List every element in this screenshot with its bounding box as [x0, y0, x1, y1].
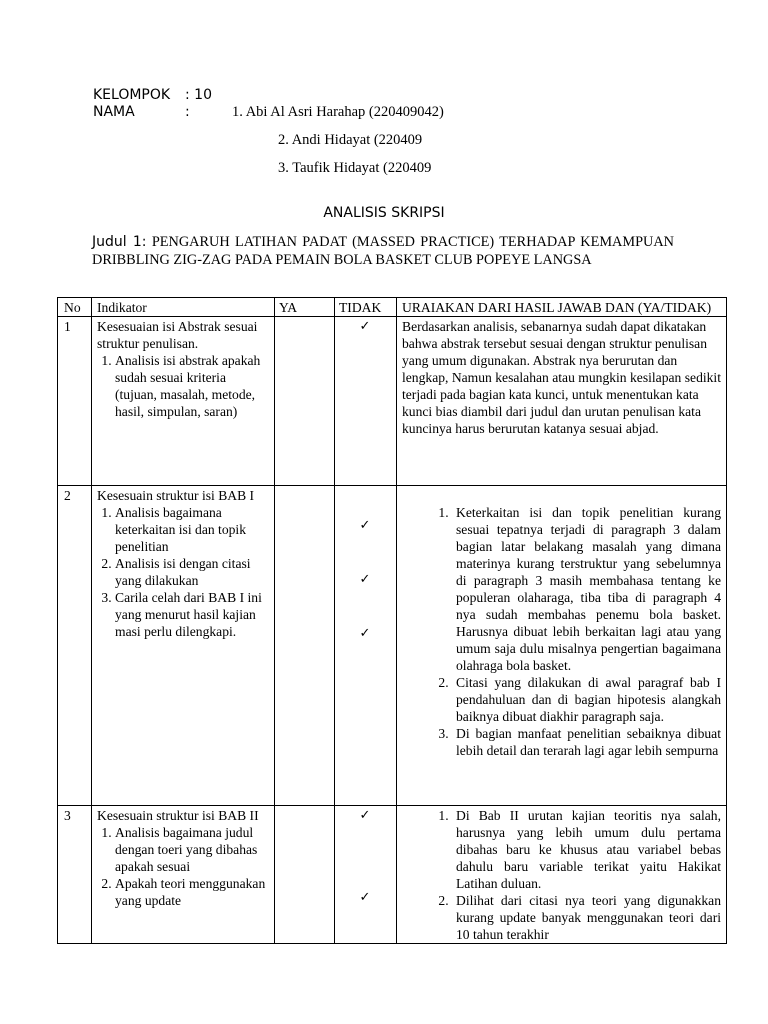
- indikator-item: 1. Analisis isi abstrak apakah sudah sesuai kriteria (tujuan, masalah, metode, hasil, simpulan, saran): [115, 352, 269, 420]
- uraian-item: 1. Di Bab II urutan kajian teoritis nya salah, harusnya yang lebih umum dulu pertama dibahas baru ke khusus atau variabel bebas dahulu baru variable terikat yaitu Hakikat Latihan duluan.: [452, 807, 721, 892]
- indikator-item: 3. Carila celah dari BAB I ini yang menurut hasil kajian masi perlu dilengkapi.: [115, 589, 269, 640]
- table-row: [58, 486, 727, 806]
- ya-cell: [275, 486, 335, 806]
- nama-colon: :: [185, 104, 190, 120]
- indikator-cell: [92, 317, 275, 486]
- header-indikator: Indikator: [92, 298, 275, 317]
- uraian-cell: [397, 486, 727, 806]
- member-3: 3. Taufik Hidayat (220409: [278, 160, 432, 176]
- tidak-cell: [335, 486, 397, 806]
- table-row: [58, 806, 727, 944]
- check-mark-icon: ✓: [359, 518, 371, 533]
- member-1: 1. Abi Al Asri Harahap (220409042): [232, 104, 444, 120]
- uraian-list: [402, 504, 721, 759]
- analysis-table: [57, 297, 727, 944]
- document-title: ANALISIS SKRIPSI: [323, 205, 445, 221]
- judul-label: Judul 1:: [92, 234, 147, 250]
- indikator-cell: [92, 806, 275, 944]
- nama-label: NAMA: [93, 104, 135, 120]
- uraian-item: 3. Di bagian manfaat penelitian sebaiknya dibuat lebih detail dan terarah lagi agar lebih sempurna: [452, 725, 721, 759]
- header-tidak: TIDAK: [335, 298, 397, 317]
- indikator-list: [97, 504, 269, 640]
- row-number: 1: [58, 317, 92, 486]
- header-ya: YA: [275, 298, 335, 317]
- tidak-cell: [335, 317, 397, 486]
- kelompok-label: KELOMPOK: [93, 87, 171, 103]
- indikator-item: 1. Analisis bagaimana keterkaitan isi dan topik penelitian: [115, 504, 269, 555]
- uraian-item: 2. Citasi yang dilakukan di awal paragraf bab I pendahuluan dan di bagian hipotesis alangkah baiknya dibuat diakhir paragraph saja.: [452, 674, 721, 725]
- indikator-cell: [92, 486, 275, 806]
- uraian-item: 1. Keterkaitan isi dan topik penelitian kurang sesuai tepatnya terjadi di paragraph 3 dalam bagian latar belakang masalah yang dimana materinya kurang terstruktur yang sebelumnya di paragraph 3 masih membahasa tentang ke populeran olaharaga, tiba tiba di paragraph 4 nya sudah membahas penemu bola basket. Harusnya dibuat lebih berkaitan lagi atau yang umum saja dulu misalnya pengertian bagaimana olahraga bola basket.: [452, 504, 721, 674]
- uraian-list: [402, 807, 721, 943]
- uraian-cell: [397, 806, 727, 944]
- tidak-cell: [335, 806, 397, 944]
- judul-text: PENGARUH LATIHAN PADAT (MASSED PRACTICE) TERHADAP KEMAMPUAN DRIBBLING ZIG-ZAG PADA PEMAIN BOLA BASKET CLUB POPEYE LANGSA: [92, 234, 674, 268]
- ya-cell: [275, 806, 335, 944]
- check-mark-icon: ✓: [359, 890, 371, 905]
- header-no: No: [58, 298, 92, 317]
- uraian-cell: Berdasarkan analisis, sebanarnya sudah dapat dikatakan bahwa abstrak tersebut sesuai dengan struktur penulisan yang umum digunakan. Abstrak nya berurutan dan lengkap, Namun kesalahan atau mungkin kesilapan sedikit terjadi pada bagian kata kunci, untuk menentukan kata kunci bias diambil dari judul dan urutan penulisan kata kuncinya harus berurutan katanya sesuai abjad.: [397, 317, 727, 486]
- header-uraian: URAIAKAN DARI HASIL JAWAB DAN (YA/TIDAK): [397, 298, 727, 317]
- row-number: 3: [58, 806, 92, 944]
- judul-paragraph: [92, 233, 674, 269]
- indikator-title: Kesesuain struktur isi BAB II: [97, 808, 259, 823]
- indikator-list: [97, 824, 269, 909]
- indikator-item: 2. Analisis isi dengan citasi yang dilakukan: [115, 555, 269, 589]
- table-row: [58, 317, 727, 486]
- ya-cell: [275, 317, 335, 486]
- table-header-row: [58, 298, 727, 317]
- member-2: 2. Andi Hidayat (220409: [278, 132, 423, 148]
- check-mark-icon: ✓: [359, 319, 371, 334]
- indikator-title: Kesesuaian isi Abstrak sesuai struktur penulisan.: [97, 319, 258, 351]
- check-mark-icon: ✓: [359, 626, 371, 641]
- uraian-item: 2. Dilihat dari citasi nya teori yang digunakkan kurang update banyak menggunakan teori dari 10 tahun terakhir: [452, 892, 721, 943]
- row-number: 2: [58, 486, 92, 806]
- indikator-list: [97, 352, 269, 420]
- check-mark-icon: ✓: [359, 572, 371, 587]
- indikator-title: Kesesuain struktur isi BAB I: [97, 488, 255, 503]
- indikator-item: 1. Analisis bagaimana judul dengan toeri yang dibahas apakah sesuai: [115, 824, 269, 875]
- indikator-item: 2. Apakah teori menggunakan yang update: [115, 875, 269, 909]
- kelompok-value: : 10: [185, 87, 212, 103]
- check-mark-icon: ✓: [359, 808, 371, 823]
